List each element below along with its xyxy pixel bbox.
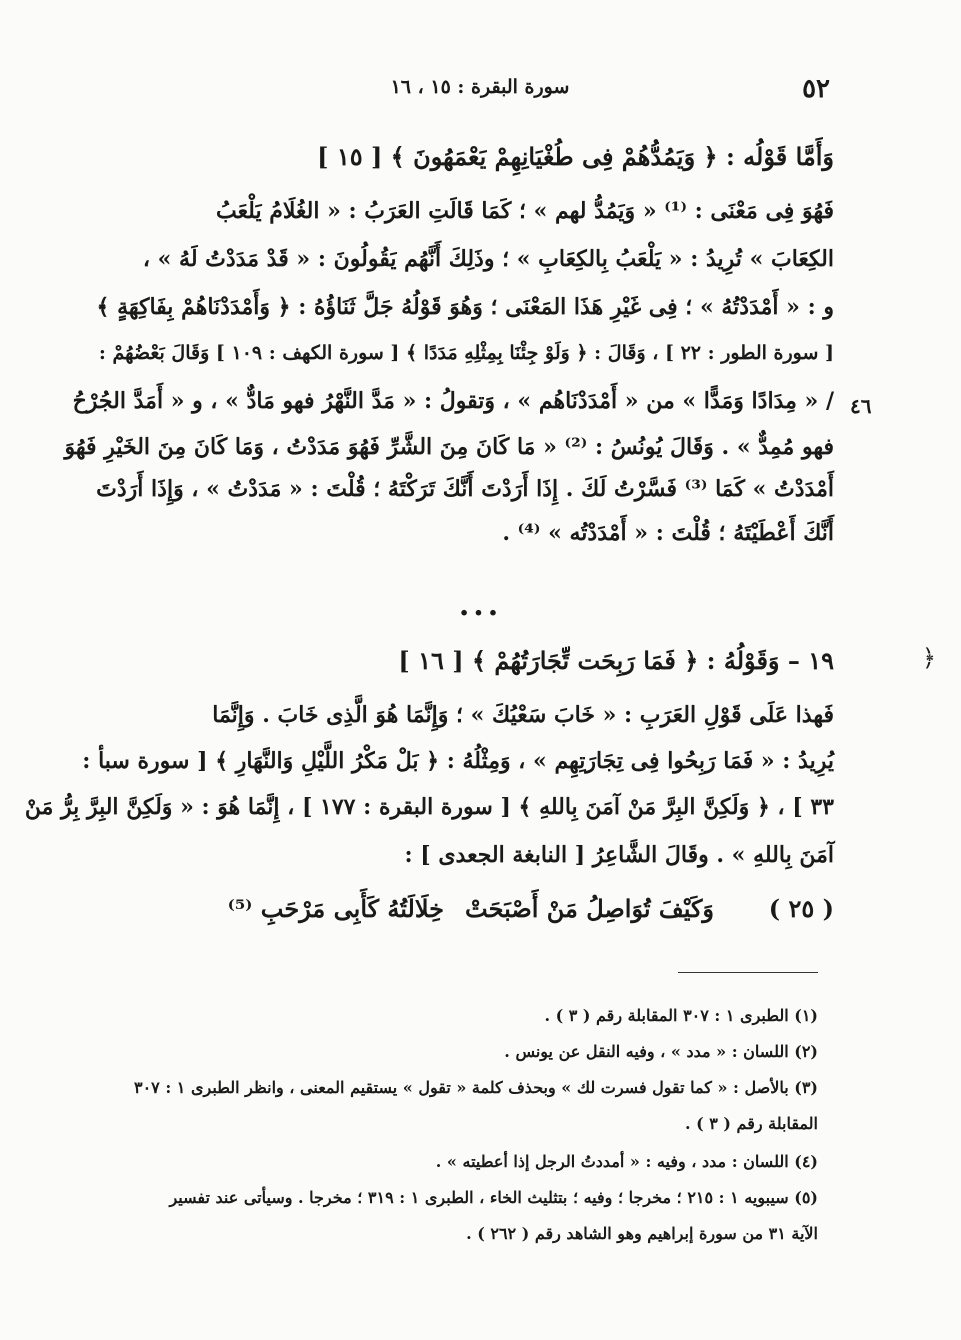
text-line: فَهُوَ فِى مَعْنَى : ⁽¹⁾ « وَيَمُدُّ لهم » ؛ كَمَا قَالَتِ العَرَبُ : « الغُلَامُ يَلْعَبُ xyxy=(215,198,834,224)
text-line: ٣٣ ] ، ﴿ وَلَكِنَّ البِرَّ مَنْ آمَنَ بِاللهِ ﴾ [ سورة البقرة : ١٧٧ ] ، إِنَّمَا هُوَ : « وَلَكِنَّ البِرَّ بِرُّ مَنْ xyxy=(24,794,834,820)
poetry-verse xyxy=(128,894,834,934)
page-header xyxy=(130,74,830,108)
text-line: / « مِدَادًا وَمَدًّا » من « أَمْدَدْنَاهُم » ، وَتقولُ : « مَدَّ النَّهْرُ فهو مَادٌّ » ، و « أَمَدَّ الجُرْحُ xyxy=(72,388,834,414)
section-separator: ... xyxy=(458,588,503,623)
text-line: يُرِيدُ : « فَمَا رَبِحُوا فِى تِجَارَتِهِم » ، وَمِثْلُهُ : ﴿ بَلْ مَكْرُ اللَّيْلِ وَالنَّهَارِ ﴾ [ سورة سبأ : xyxy=(82,748,834,774)
text-line: [ سورة الطور : ٢٢ ] ، وَقَالَ : ﴿ وَلَوْ جِئْنَا بِمِثْلِهِ مَدَدًا ﴾ [ سورة الكهف : ١٠٩ ] وَقَالَ بَعْضُهُمْ : xyxy=(98,342,834,364)
footnote: (٢) اللسان : « مدد » ، وفيه النقل عن يونس . xyxy=(504,1042,818,1061)
running-title: سورة البقرة : ١٥ ، ١٦ xyxy=(390,76,570,98)
footnote-separator xyxy=(678,972,818,973)
footnote: (١) الطبرى ١ : ٣٠٧ المقابلة رقم ( ٣ ) . xyxy=(544,1006,818,1025)
margin-mark: ﴿ xyxy=(922,644,937,672)
section-heading: ١٩ – وَقَوْلُهُ : ﴿ فَمَا رَبِحَت تِّجَارَتُهُمْ ﴾ [ ١٦ ] xyxy=(398,646,834,675)
margin-page-reference: ٤٦ xyxy=(850,394,872,418)
footnote-continuation: الآية ٣١ من سورة إبراهيم وهو الشاهد رقم ( ٢٦٢ ) . xyxy=(466,1224,818,1243)
text-line: و : « أَمْدَدْتُهُ » ؛ فِى غَيْرِ هَذَا المَعْنَى ؛ وَهُوَ قَوْلُهُ جَلَّ ثَنَاؤُهُ : ﴿ وَأَمْدَدْنَاهُمْ بِفَاكِهَةٍ ﴾ xyxy=(96,294,834,320)
text-line: أَمْدَدْتُ » كَمَا ⁽³⁾ فَسَّرْتُ لَكَ . إِذَا أَرَدْتَ أَنَّكَ تَرَكْتَهُ ؛ قُلْتَ : « مَدَدْتُ » ، وَإِذَا أَرَدْتَ xyxy=(96,476,834,502)
verse-number: ( ٢٥ ) xyxy=(768,894,834,923)
section-verse-15 xyxy=(64,142,834,562)
text-line: الكِعَابَ » تُرِيدُ : « يَلْعَبُ بِالكِعَابِ » ؛ وذَلِكَ أَنَّهُم يَقُولُونَ : « قَدْ مَدَدْتُ لَهُ » ، xyxy=(142,246,834,272)
footnote: (٤) اللسان : مدد ، وفيه : « أمددتُ الرجل إذا أعطيته » . xyxy=(435,1152,818,1171)
text-line: فهو مُمِدٌّ » . وَقَالَ يُونُسُ : ⁽²⁾ « مَا كَانَ مِنَ الشَّرِّ فَهُوَ مَدَدْتُ ، وَمَا كَانَ مِنَ الخَيْرِ فَهُوَ xyxy=(64,434,834,460)
footnote-continuation: المقابلة رقم ( ٣ ) . xyxy=(684,1114,818,1133)
text-line: فَهذا عَلَى قَوْلِ العَرَبِ : « خَابَ سَعْيُكَ » ؛ وَإِنَّمَا هُوَ الَّذِى خَابَ . وَإِنَّمَا xyxy=(212,702,834,728)
verse-second-hemistich: خِلَالَتُهُ كَأَبِى مَرْحَبِ ⁽⁵⁾ xyxy=(227,894,444,923)
page-number: ٥٢ xyxy=(802,74,830,104)
verse-first-hemistich: وَكَيْفَ تُوَاصِلُ مَنْ أَصْبَحَتْ xyxy=(465,894,714,923)
section-heading: وَأَمَّا قَوْلُه : ﴿ وَيَمُدُّهُمْ فِى طُغْيَانِهِمْ يَعْمَهُونَ ﴾ [ ١٥ ] xyxy=(317,142,834,171)
text-line: آمَنَ بِاللهِ » . وقَالَ الشَّاعِرُ [ النابغة الجعدى ] : xyxy=(404,842,834,868)
footnote: (٣) بالأصل : « كما تقول فسرت لك » وبحذف كلمة « تقول » يستقيم المعنى ، وانظر الطبرى ١ : ٣٠٧ xyxy=(133,1078,818,1097)
footnote: (٥) سيبويه ١ : ٢١٥ ؛ مخرجا ؛ وفيه ؛ بتثليث الخاء ، الطبرى ١ : ٣١٩ ؛ مخرجا . وسيأتى عند تفسير xyxy=(169,1188,818,1207)
text-line: أَنَّكَ أَعْطَيْتَهُ ؛ قُلْتَ : « أَمْدَدْتُه » ⁽⁴⁾ . xyxy=(502,520,834,546)
section-verse-16 xyxy=(24,646,834,886)
